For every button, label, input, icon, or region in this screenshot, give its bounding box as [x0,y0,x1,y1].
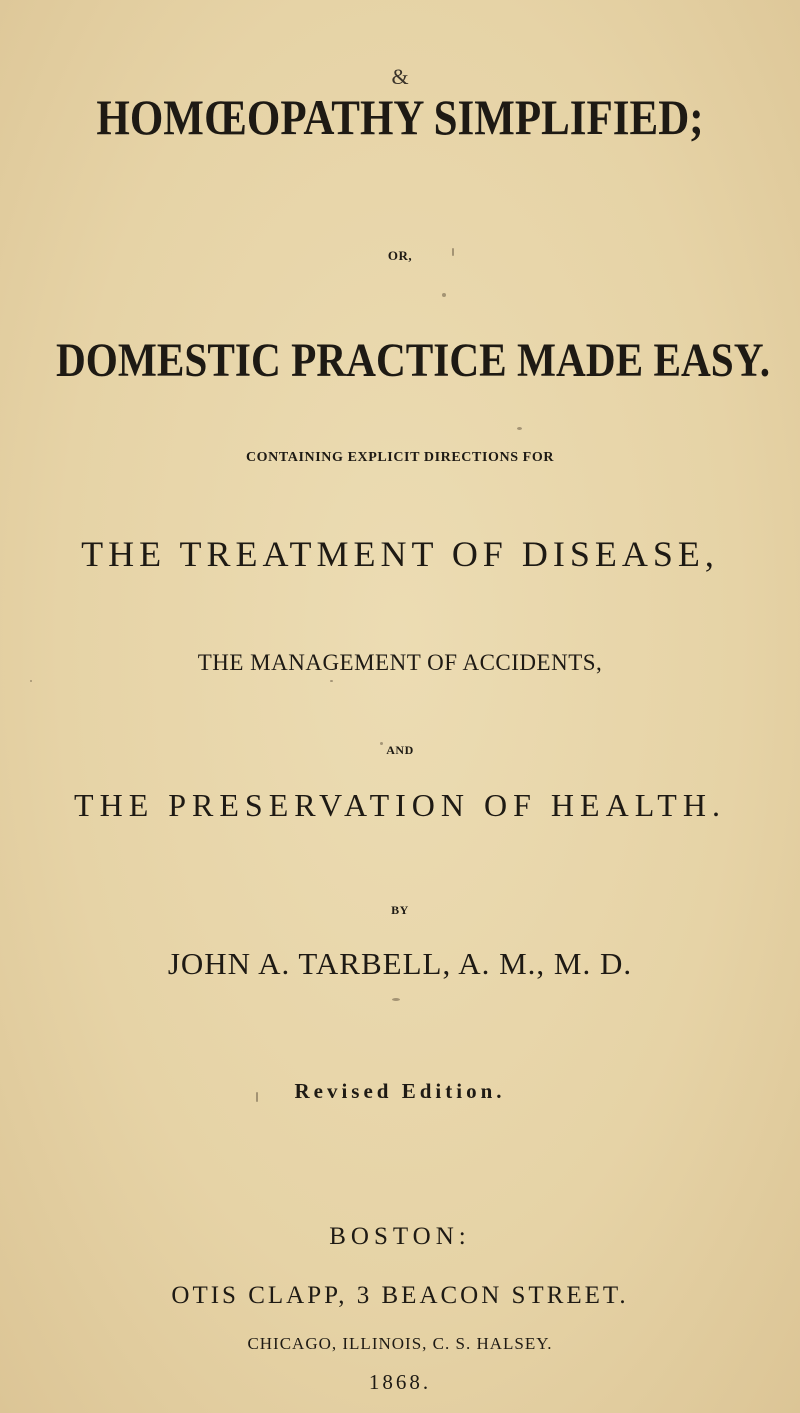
paper-speck [517,427,522,430]
paper-speck [380,742,383,745]
paper-speck [442,293,446,297]
paper-speck [330,680,333,682]
alternative-title-connector: OR, [387,248,413,263]
preservation-line: THE PRESERVATION OF HEALTH. [74,787,726,823]
imprint-year: 1868. [368,1370,432,1394]
paper-speck [392,998,400,1001]
paper-speck [452,248,454,256]
treatment-line: THE TREATMENT OF DISEASE, [81,534,719,574]
book-subtitle: DOMESTIC PRACTICE MADE EASY. [56,334,771,387]
imprint-city: BOSTON: [329,1223,471,1250]
book-title: HOMŒOPATHY SIMPLIFIED; [96,89,704,145]
library-mark: & [391,64,409,89]
by-line: BY [391,903,409,917]
edition-statement: Revised Edition. [294,1079,506,1103]
paper-speck [30,680,32,682]
paper-speck [256,1092,258,1102]
containing-line: CONTAINING EXPLICIT DIRECTIONS FOR [245,450,555,465]
imprint-publisher: OTIS CLAPP, 3 BEACON STREET. [171,1282,629,1309]
management-line: THE MANAGEMENT OF ACCIDENTS, [197,650,603,675]
imprint-chicago-agent: CHICAGO, ILLINOIS, C. S. HALSEY. [247,1334,553,1353]
author-name: JOHN A. TARBELL, A. M., M. D. [167,946,633,981]
and-line: AND [386,743,414,757]
